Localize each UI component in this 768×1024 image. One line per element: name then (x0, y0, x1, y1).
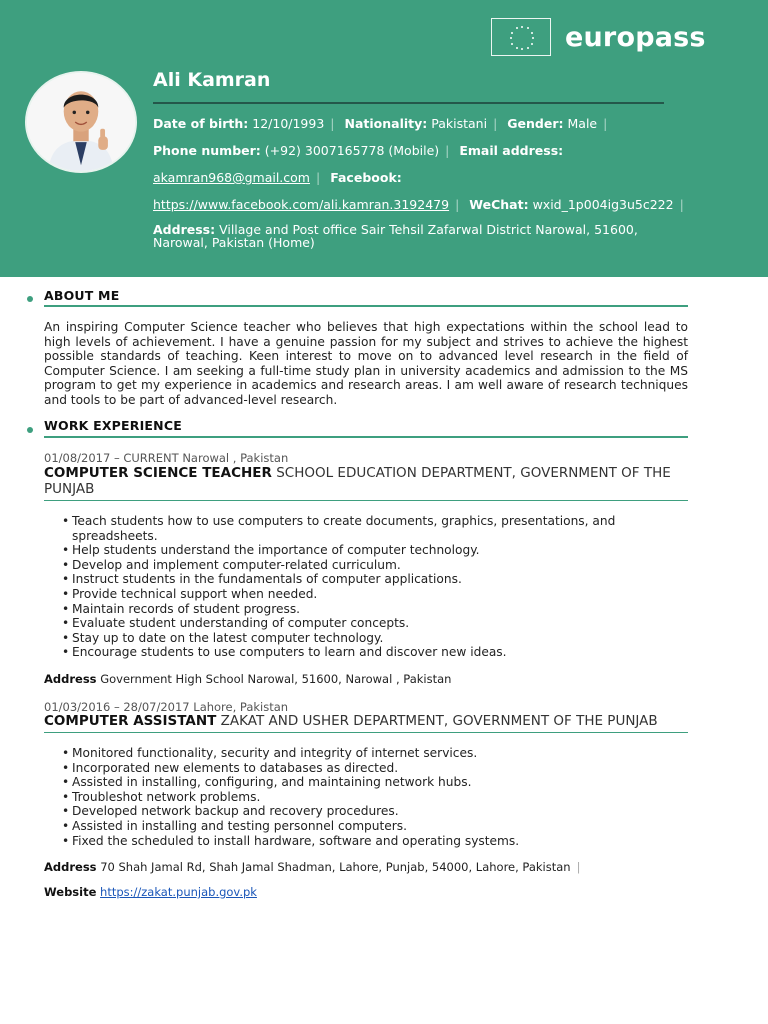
work-section-rule (44, 436, 688, 438)
job-2-org: ZAKAT AND USHER DEPARTMENT, GOVERNMENT OF THE PUNJAB (220, 713, 658, 729)
list-item: • Develop and implement computer-related curriculum. (62, 558, 662, 573)
star-icon (510, 37, 512, 39)
gender-label: Gender: (507, 116, 564, 131)
job-2-website-link[interactable]: https://zakat.punjab.gov.pk (100, 885, 257, 899)
star-icon (527, 27, 529, 29)
address-label: Address: (153, 222, 216, 237)
brand-name: europass (565, 21, 706, 53)
job-2-website-label: Website (44, 885, 97, 899)
list-item: • Teach students how to use computers to create documents, graphics, presentations, and spreadsheets. (62, 514, 662, 543)
job-2-address-value: 70 Shah Jamal Rd, Shah Jamal Shadman, Lahore, Punjab, 54000, Lahore, Pakistan (100, 860, 571, 874)
job-2-date: 01/03/2016 – 28/07/2017 Lahore, Pakistan (44, 700, 289, 714)
address-line-1: Village and Post office Sair Tehsil Zafarwal District Narowal, 51600, (219, 222, 638, 237)
job-1-org: SCHOOL EDUCATION DEPARTMENT, GOVERNMENT OF THE PUNJAB (44, 465, 671, 497)
wechat-label: WeChat: (469, 197, 529, 212)
personal-info-address (153, 223, 638, 249)
job-2-website (44, 885, 257, 899)
nationality-label: Nationality: (344, 116, 428, 131)
personal-info-row-4: https://www.facebook.com/ali.kamran.3192479 | WeChat: wxid_1p004ig3u5c222 | (153, 197, 684, 212)
list-item: • Fixed the scheduled to install hardware, software and operating systems. (62, 834, 662, 849)
list-item: • Developed network backup and recovery procedures. (62, 804, 662, 819)
star-icon (521, 48, 523, 50)
job-2-heading (44, 713, 688, 729)
list-item: • Incorporated new elements to databases as directed. (62, 761, 662, 776)
address-line-2: Narowal, Pakistan (Home) (153, 235, 315, 250)
personal-info-row-2: Phone number: (+92) 3007165778 (Mobile) | Email address: (153, 143, 564, 158)
star-icon (532, 37, 534, 39)
phone-label: Phone number: (153, 143, 261, 158)
dob-value: 12/10/1993 (252, 116, 325, 131)
list-item: • Assisted in installing, configuring, and maintaining network hubs. (62, 775, 662, 790)
facebook-link[interactable]: https://www.facebook.com/ali.kamran.3192479 (153, 197, 450, 212)
job-1-duties (62, 514, 662, 660)
header-banner (0, 0, 768, 277)
candidate-name: Ali Kamran (153, 69, 271, 91)
job-1-heading (44, 465, 688, 497)
list-item: • Evaluate student understanding of computer concepts. (62, 616, 662, 631)
dob-label: Date of birth: (153, 116, 249, 131)
job-2-role: COMPUTER ASSISTANT (44, 713, 217, 729)
about-section-title: ABOUT ME (44, 288, 120, 303)
job-1-rule (44, 500, 688, 501)
job-2-duties (62, 746, 662, 848)
list-item: • Instruct students in the fundamentals of computer applications. (62, 572, 662, 587)
email-link[interactable]: akamran968@gmail.com (153, 170, 310, 185)
eu-stars-icon (491, 18, 551, 56)
job-2-rule (44, 732, 688, 733)
job-2-address-label: Address (44, 860, 97, 874)
gender-value: Male (567, 116, 598, 131)
star-icon (531, 43, 533, 45)
about-section-rule (44, 305, 688, 307)
list-item: • Troubleshot network problems. (62, 790, 662, 805)
facebook-label: Facebook: (330, 170, 402, 185)
list-item: • Provide technical support when needed. (62, 587, 662, 602)
job-1-address (44, 672, 451, 686)
star-icon (511, 32, 513, 34)
star-icon (531, 32, 533, 34)
star-icon (527, 47, 529, 49)
star-icon (521, 26, 523, 28)
list-item: • Assisted in installing and testing personnel computers. (62, 819, 662, 834)
star-icon (516, 27, 518, 29)
email-label: Email address: (459, 143, 564, 158)
job-1-date: 01/08/2017 – CURRENT Narowal , Pakistan (44, 451, 289, 465)
section-bullet-icon (27, 427, 33, 433)
phone-value: (+92) 3007165778 (Mobile) (264, 143, 440, 158)
about-text: An inspiring Computer Science teacher who believes that high expectations within the school lead to high levels of achievement. I have a genuine passion for my subject and strives to achieve the highest possible standards of teaching. Keen interest to move on to advanced level research in the field of Computer Science. I am seeking a full-time study plan in university academics and admission to the MS program to get my experience in academics and research areas. I am well aware of research techniques and tools to be part of advanced-level research. (44, 320, 688, 407)
star-icon (511, 43, 513, 45)
personal-info-row-3: akamran968@gmail.com | Facebook: (153, 170, 402, 185)
list-item: • Encourage students to use computers to learn and discover new ideas. (62, 645, 662, 660)
wechat-value: wxid_1p004ig3u5c222 (532, 197, 674, 212)
job-2-address: Address 70 Shah Jamal Rd, Shah Jamal Shadman, Lahore, Punjab, 54000, Lahore, Pakistan | (44, 860, 581, 874)
nationality-value: Pakistani (431, 116, 488, 131)
job-1-address-label: Address (44, 672, 97, 686)
list-item: • Maintain records of student progress. (62, 602, 662, 617)
europass-logo[interactable] (491, 18, 706, 56)
section-bullet-icon (27, 296, 33, 302)
list-item: • Help students understand the importance of computer technology. (62, 543, 662, 558)
list-item: • Monitored functionality, security and integrity of internet services. (62, 746, 662, 761)
list-item: • Stay up to date on the latest computer technology. (62, 631, 662, 646)
job-1-role: COMPUTER SCIENCE TEACHER (44, 465, 272, 481)
name-divider (153, 102, 664, 104)
profile-photo (25, 71, 137, 173)
star-icon (516, 47, 518, 49)
personal-info-row-1: Date of birth: 12/10/1993 | Nationality: Pakistani | Gender: Male | (153, 116, 608, 131)
job-1-address-value: Government High School Narowal, 51600, Narowal , Pakistan (100, 672, 452, 686)
work-section-title: WORK EXPERIENCE (44, 418, 182, 433)
